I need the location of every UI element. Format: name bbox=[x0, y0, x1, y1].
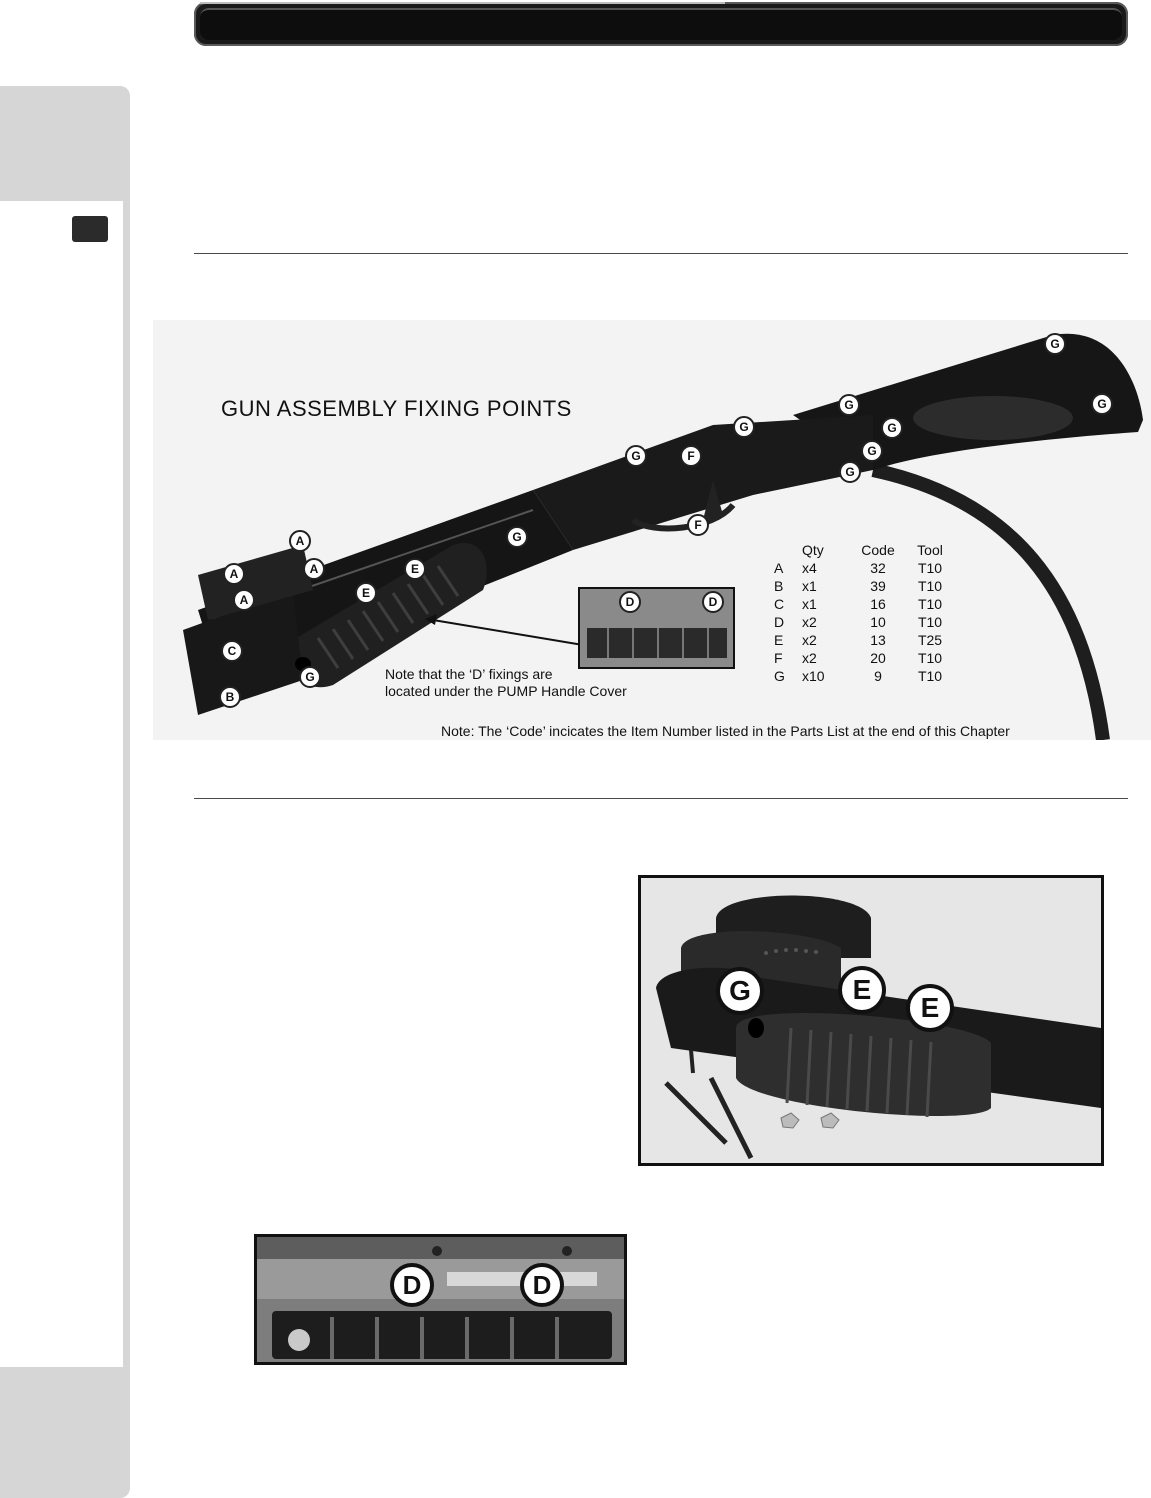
table-cell: T10 bbox=[917, 650, 943, 666]
table-cell: 10 bbox=[870, 614, 886, 630]
side-tab-edge bbox=[123, 201, 130, 1367]
fixing-points-table bbox=[774, 541, 950, 685]
table-cell: x2 bbox=[802, 632, 817, 648]
callout-b: B bbox=[219, 686, 241, 708]
table-cell: E bbox=[774, 632, 784, 648]
table-cell: x1 bbox=[802, 578, 817, 594]
table-cell: 16 bbox=[870, 596, 886, 612]
section-rule-top bbox=[194, 253, 1128, 254]
table-row bbox=[774, 595, 950, 613]
table-cell: A bbox=[774, 560, 784, 576]
d-fixings-photo bbox=[254, 1234, 627, 1365]
callout-g: G bbox=[1044, 333, 1066, 355]
table-cell: D bbox=[774, 614, 785, 630]
d-fixings-note bbox=[385, 666, 627, 700]
pump-handle-photo bbox=[638, 875, 1104, 1166]
callout-e: E bbox=[355, 582, 377, 604]
callout-e: E bbox=[838, 966, 886, 1014]
table-row bbox=[774, 613, 950, 631]
table-header-row bbox=[774, 541, 950, 559]
table-row bbox=[774, 559, 950, 577]
table-row bbox=[774, 649, 950, 667]
callout-g: G bbox=[881, 417, 903, 439]
table-cell: T25 bbox=[917, 632, 943, 648]
callout-d: D bbox=[520, 1263, 564, 1307]
table-row bbox=[774, 667, 950, 685]
side-tab-top bbox=[0, 86, 130, 201]
table-cell: 9 bbox=[874, 668, 882, 684]
callout-g: G bbox=[733, 416, 755, 438]
callout-g: G bbox=[838, 394, 860, 416]
d-fixings-illustration bbox=[257, 1237, 624, 1362]
callout-g: G bbox=[861, 440, 883, 462]
table-cell: T10 bbox=[917, 614, 943, 630]
callout-g: G bbox=[716, 967, 764, 1015]
header-highlight bbox=[200, 2, 725, 4]
code-note: Note: The ‘Code’ incicates the Item Number listed in the Parts List at the end of this Chapter bbox=[441, 723, 1010, 739]
table-cell: 20 bbox=[870, 650, 886, 666]
table-cell: 32 bbox=[870, 560, 886, 576]
side-tab-bottom bbox=[0, 1367, 130, 1498]
table-cell: x10 bbox=[802, 668, 825, 684]
callout-g: G bbox=[506, 526, 528, 548]
callout-g: G bbox=[839, 461, 861, 483]
side-tab-body bbox=[0, 201, 123, 1367]
gun-figure-title: GUN ASSEMBLY FIXING POINTS bbox=[221, 396, 572, 421]
table-cell: x2 bbox=[802, 650, 817, 666]
table-cell: x2 bbox=[802, 614, 817, 630]
table-cell: x4 bbox=[802, 560, 817, 576]
table-header: Tool bbox=[917, 542, 943, 558]
callout-a: A bbox=[289, 530, 311, 552]
table-row bbox=[774, 631, 950, 649]
table-cell: x1 bbox=[802, 596, 817, 612]
table-cell: C bbox=[774, 596, 785, 612]
table-cell: T10 bbox=[917, 560, 943, 576]
table-cell: 13 bbox=[870, 632, 886, 648]
section-rule-bottom bbox=[194, 798, 1128, 799]
table-cell: F bbox=[774, 650, 783, 666]
chapter-marker bbox=[72, 216, 108, 242]
table-cell: 39 bbox=[870, 578, 886, 594]
callout-d: D bbox=[619, 591, 641, 613]
callout-a: A bbox=[223, 563, 245, 585]
table-header bbox=[774, 541, 802, 559]
callout-d: D bbox=[390, 1263, 434, 1307]
table-cell: G bbox=[774, 668, 785, 684]
callout-g: G bbox=[1091, 393, 1113, 415]
callout-a: A bbox=[303, 558, 325, 580]
header-bar bbox=[194, 2, 1128, 46]
table-header: Qty bbox=[802, 542, 824, 558]
callout-c: C bbox=[221, 640, 243, 662]
callout-e: E bbox=[404, 558, 426, 580]
table-row bbox=[774, 577, 950, 595]
d-fixings-note-line2: located under the PUMP Handle Cover bbox=[385, 683, 627, 699]
callout-e: E bbox=[906, 984, 954, 1032]
callout-f: F bbox=[687, 514, 709, 536]
table-cell: B bbox=[774, 578, 784, 594]
callout-d: D bbox=[702, 591, 724, 613]
callout-g: G bbox=[299, 666, 321, 688]
table-header: Code bbox=[861, 542, 895, 558]
table-cell: T10 bbox=[917, 578, 943, 594]
callout-f: F bbox=[680, 445, 702, 467]
pump-handle-illustration bbox=[641, 878, 1101, 1163]
table-cell: T10 bbox=[917, 596, 943, 612]
table-cell: T10 bbox=[917, 668, 943, 684]
callout-a: A bbox=[233, 589, 255, 611]
d-fixings-note-line1: Note that the ‘D’ fixings are bbox=[385, 666, 553, 682]
callout-g: G bbox=[625, 445, 647, 467]
gun-assembly-figure bbox=[153, 320, 1151, 740]
